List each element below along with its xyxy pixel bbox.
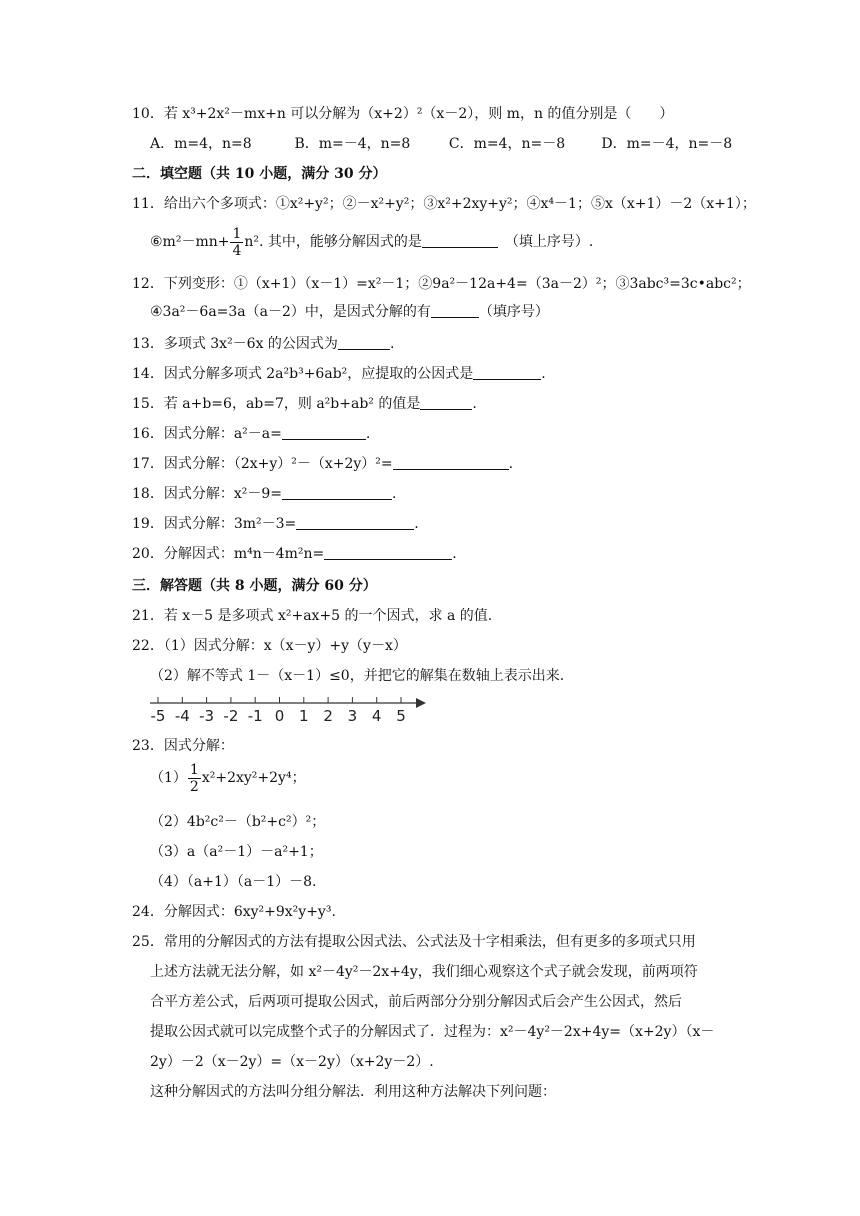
q24: 24．分解因式：6xy²+9x²y+y³. xyxy=(132,904,336,920)
number-line-label: 5 xyxy=(396,707,406,725)
q23-head: 23．因式分解： xyxy=(132,738,234,754)
section-3-heading: 三．解答题（共 8 小题，满分 60 分） xyxy=(132,578,377,594)
q23-part2: （2）4b²c²－（b²+c²）²； xyxy=(150,814,326,830)
q11-answer-blank[interactable] xyxy=(422,233,498,248)
number-line-label: 4 xyxy=(371,707,382,725)
q15: 15．若 a+b=6，ab=7，则 a²b+ab² 的值是 . xyxy=(132,396,477,412)
q18-answer-blank[interactable] xyxy=(282,485,392,500)
number-line-label: -2 xyxy=(223,707,239,725)
q10-options xyxy=(150,134,732,154)
q25-last: 这种分解因式的方法叫分组分解法．利用这种方法解决下列问题： xyxy=(150,1084,556,1100)
q20: 20．分解因式：m⁴n－4m²n= . xyxy=(132,546,457,562)
number-line xyxy=(150,694,432,726)
q17-answer-blank[interactable] xyxy=(393,455,509,470)
q17: 17．因式分解：（2x+y）²－（x+2y）²= . xyxy=(132,456,514,472)
q25-line3: 合平方差公式，后两项可提取公因式，前后两部分分别分解因式后会产生公因式，然后 xyxy=(150,994,682,1010)
q15-answer-blank[interactable] xyxy=(420,395,472,410)
q16: 16．因式分解：a²－a= . xyxy=(132,426,371,442)
q10-option-c[interactable]: C．m=4，n=－8 xyxy=(448,136,566,152)
q10-stem: 10．若 x³+2x²－mx+n 可以分解为（x+2）²（x－2），则 m，n 的值分别是（ ） xyxy=(132,106,674,122)
q14: 14．因式分解多项式 2a²b³+6ab²，应提取的公因式是 . xyxy=(132,366,546,382)
q19-answer-blank[interactable] xyxy=(296,515,414,530)
q12-pre: ④3a²－6a=3a（a－2）中，是因式分解的有 xyxy=(150,304,431,320)
q10-option-a[interactable]: A．m=4，n=8 xyxy=(150,136,252,152)
q10-option-d[interactable]: D．m=－4，n=－8 xyxy=(601,136,733,152)
q12-line1: 12．下列变形：①（x+1）（x－1）=x²－1；②9a²－12a+4=（3a－2）²；③3abc³=3c•abc²； xyxy=(132,276,751,292)
q10-option-b[interactable]: B．m=－4，n=8 xyxy=(294,136,411,152)
number-line-label: -5 xyxy=(150,707,166,725)
q11-line2 xyxy=(150,224,593,260)
q23-part4: （4）（a+1）（a－1）－8. xyxy=(150,874,317,890)
number-line-label: -1 xyxy=(247,707,263,725)
q11-line1: 11．给出六个多项式：①x²+y²；②－x²+y²；③x²+2xy+y²；④x⁴－1；⑤x（x+1）－2（x+1）； xyxy=(132,196,756,212)
number-line-label: -4 xyxy=(174,707,190,725)
q12-answer-blank[interactable] xyxy=(431,303,479,318)
q25-line5: 2y）－2（x－2y）=（x－2y）（x+2y－2）. xyxy=(150,1054,434,1070)
fraction-one-half: $\frac{1}{2}$ xyxy=(189,761,199,795)
q21: 21．若 x－5 是多项式 x²+ax+5 的一个因式，求 a 的值. xyxy=(132,608,493,624)
number-line-label: 2 xyxy=(323,707,333,725)
q20-answer-blank[interactable] xyxy=(324,545,452,560)
q11-post: n². 其中，能够分解因式的是 xyxy=(244,234,422,250)
q12-tail: （填序号） xyxy=(478,304,549,320)
q23-part3: （3）a（a²－1）－a²+1； xyxy=(150,844,323,860)
number-line-label: 1 xyxy=(299,707,309,725)
q16-answer-blank[interactable] xyxy=(282,425,366,440)
q19: 19．因式分解：3m²－3= . xyxy=(132,516,419,532)
q22-part2: （2）解不等式 1－（x－1）≤0，并把它的解集在数轴上表示出来. xyxy=(150,668,565,684)
q25-line4: 提取公因式就可以完成整个式子的分解因式了．过程为：x²－4y²－2x+4y=（x+2y）（x－ xyxy=(150,1024,715,1040)
section-2-heading: 二．填空题（共 10 小题，满分 30 分） xyxy=(132,166,387,182)
q14-answer-blank[interactable] xyxy=(473,365,541,380)
number-line-label: 3 xyxy=(347,707,358,725)
fraction-one-quarter: $\frac{1}{4}$ xyxy=(232,225,242,259)
q12-line2 xyxy=(150,302,549,322)
q25-line2: 上述方法就无法分解，如 x²－4y²－2x+4y，我们细心观察这个式子就会发现，前两项符 xyxy=(150,964,698,980)
q22-part1: 22．（1）因式分解：x（x－y）+y（y－x） xyxy=(132,638,407,654)
q23-part1: （1） $\frac{1}{2}$ x²+2xy²+2y⁴； xyxy=(150,761,306,795)
q11-tail: （填上序号）. xyxy=(511,234,594,250)
number-line-label: 0 xyxy=(274,707,285,725)
number-line-label: -3 xyxy=(199,707,215,725)
q18: 18．因式分解：x²－9= . xyxy=(132,486,397,502)
number-line-arrow xyxy=(416,698,426,708)
q13-answer-blank[interactable] xyxy=(338,335,390,350)
q13: 13．多项式 3x²－6x 的公因式为 . xyxy=(132,336,395,352)
q25-line1: 25．常用的分解因式的方法有提取公因式法、公式法及十字相乘法，但有更多的多项式只用 xyxy=(132,934,696,950)
q11-pre: ⑥m²－mn+ xyxy=(150,234,230,250)
